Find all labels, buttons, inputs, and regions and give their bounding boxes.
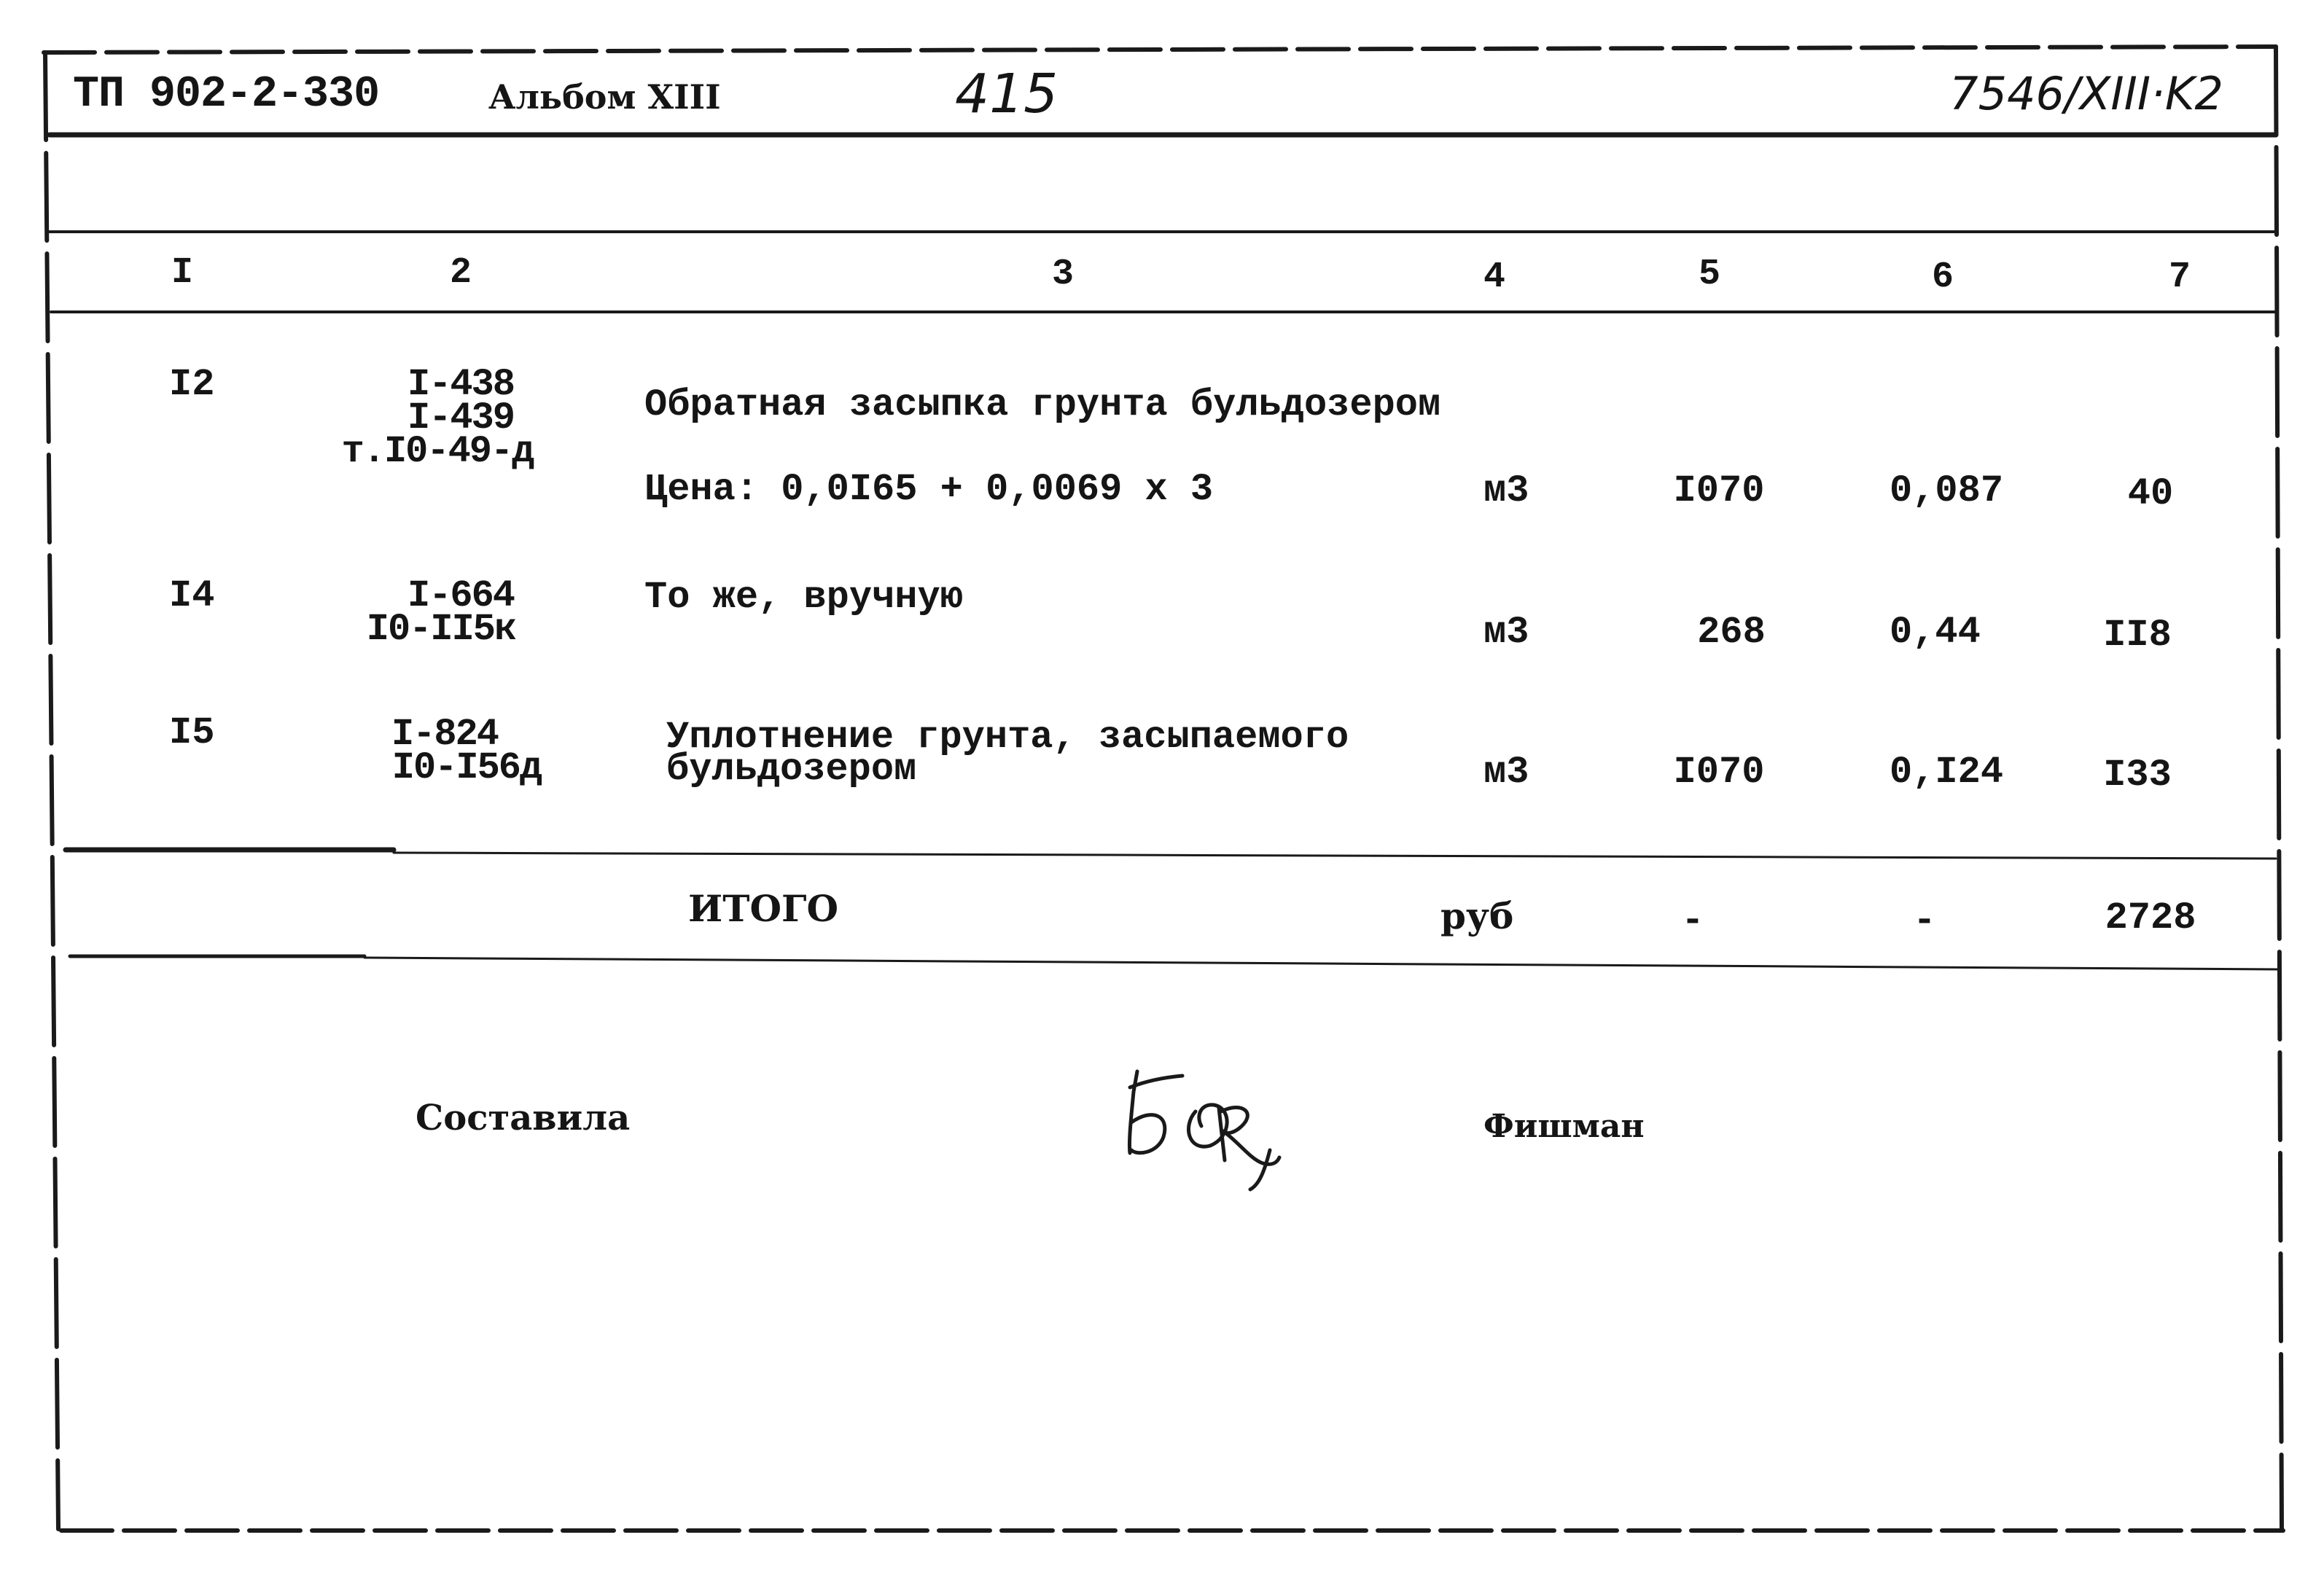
row-total: I33 <box>2103 754 2172 797</box>
column-header-6: 6 <box>1931 257 1954 298</box>
row-total: 40 <box>2127 472 2174 515</box>
work-description: Обратная засыпка грунта бульдозером <box>644 383 1441 426</box>
unit-rate: 0,087 <box>1890 469 2004 512</box>
norm-code: I-824 <box>391 713 499 756</box>
compiled-by-label: Составила <box>416 1098 631 1138</box>
norm-code: I0-I56д <box>391 746 542 789</box>
doc-code: ТП 902-2-330 <box>73 70 380 120</box>
unit: м3 <box>1483 611 1529 654</box>
total-rate: - <box>1913 899 1936 942</box>
row-number: I2 <box>169 363 215 406</box>
signature <box>1129 1071 1279 1189</box>
grand-total: 2728 <box>2105 896 2196 939</box>
norm-code: т.I0-49-д <box>341 430 534 473</box>
column-header-5: 5 <box>1698 254 1721 295</box>
column-header-3: 3 <box>1051 254 1075 295</box>
column-header-1: I <box>171 252 194 294</box>
total-quantity: - <box>1681 899 1704 942</box>
unit-rate: 0,I24 <box>1890 751 2004 794</box>
compiler-name: Фишман <box>1483 1108 1645 1145</box>
price-formula: Цена: 0,0I65 + 0,0069 x 3 <box>644 468 1214 511</box>
norm-code: I-438 <box>407 363 515 406</box>
total-label: ИТОГО <box>688 887 839 930</box>
norm-code: I-664 <box>407 574 515 617</box>
column-header-4: 4 <box>1483 257 1506 298</box>
quantity: 268 <box>1697 611 1766 654</box>
quantity: I070 <box>1673 751 1765 794</box>
total-unit: руб <box>1440 894 1514 937</box>
row-total: II8 <box>2103 614 2172 657</box>
unit: м3 <box>1483 469 1529 512</box>
quantity: I070 <box>1673 469 1765 512</box>
work-description: То же, вручную <box>644 576 963 619</box>
work-description: Уплотнение грунта, засыпаемого <box>666 716 1349 759</box>
work-description: бульдозером <box>666 748 917 791</box>
page-number: 415 <box>955 63 1058 125</box>
column-header-7: 7 <box>2168 257 2191 298</box>
row-number: I4 <box>169 574 215 617</box>
norm-code: I-439 <box>407 396 515 439</box>
column-header-2: 2 <box>449 252 472 294</box>
row-number: I5 <box>169 711 215 754</box>
archive-code: 7546/XIII·K2 <box>1949 67 2223 120</box>
unit: м3 <box>1483 751 1529 794</box>
norm-code: I0-II5к <box>366 608 516 651</box>
album-label: Альбом XIII <box>488 77 721 117</box>
unit-rate: 0,44 <box>1890 611 1981 654</box>
